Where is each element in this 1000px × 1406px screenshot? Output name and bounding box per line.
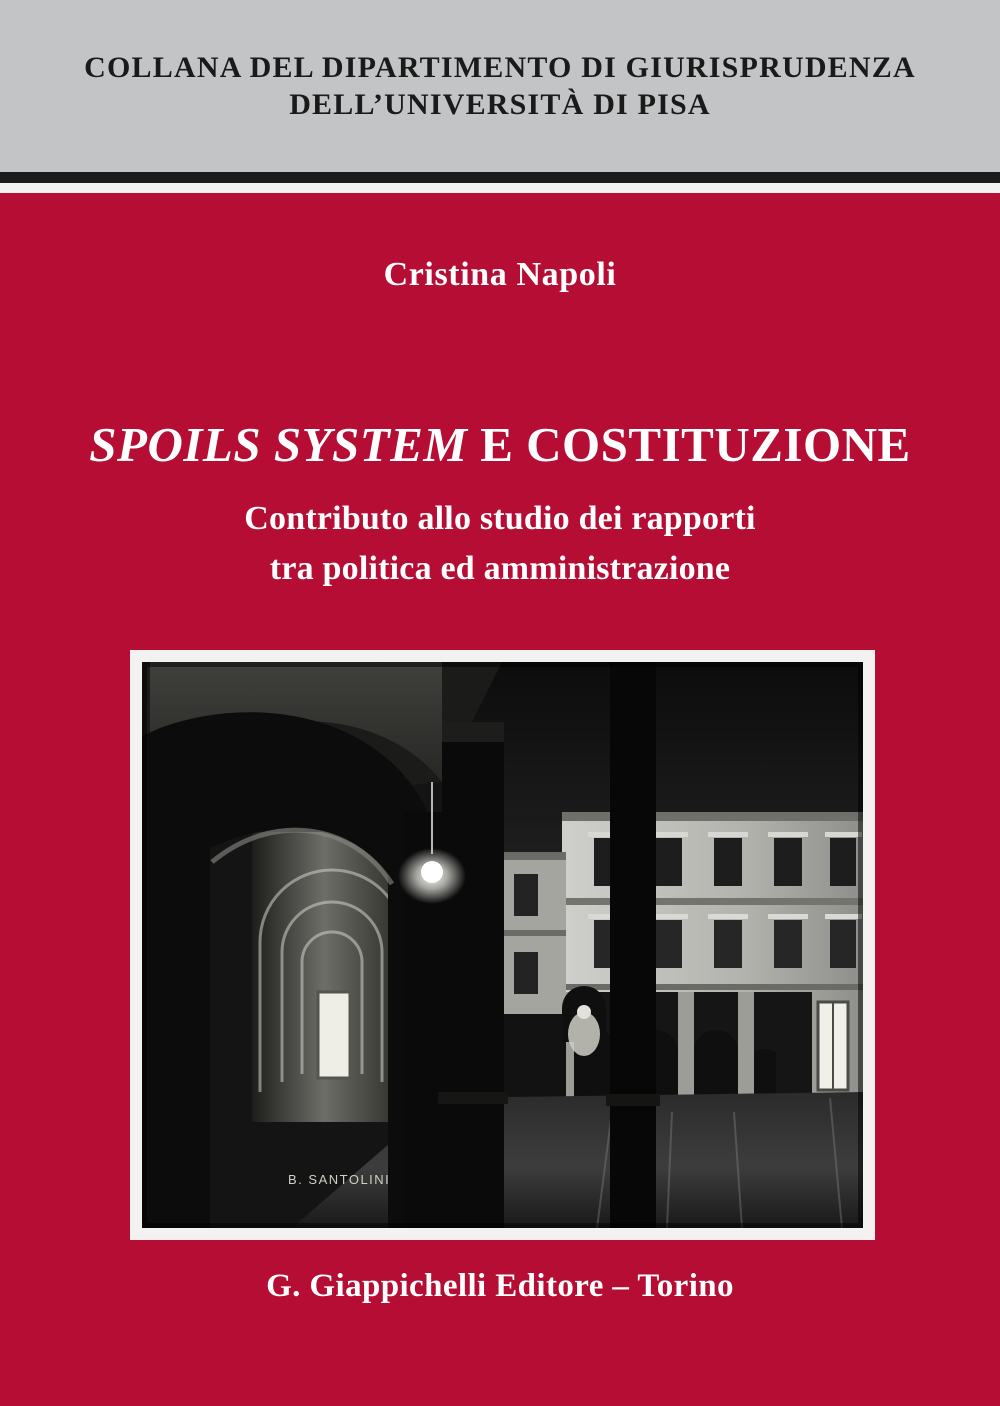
- subtitle: [0, 494, 1000, 595]
- title-block: [0, 418, 1000, 595]
- series-band: [0, 0, 1000, 172]
- cover-illustration: [142, 662, 863, 1228]
- subtitle-line-1: Contributo allo studio dei rapporti: [244, 499, 756, 537]
- publisher-name: G. Giappichelli Editore – Torino: [266, 1268, 734, 1304]
- divider-dark: [0, 172, 1000, 183]
- subtitle-line-2: tra politica ed amministrazione: [269, 550, 731, 588]
- cloister-engraving-icon: [142, 662, 863, 1228]
- main-title: [0, 418, 1000, 472]
- main-title-roman: E COSTITUZIONE: [467, 417, 911, 472]
- main-title-italic: SPOILS SYSTEM: [89, 417, 468, 472]
- author-name: Cristina Napoli: [383, 256, 617, 293]
- illustration-frame: [130, 650, 875, 1240]
- series-line-2: DELL’UNIVERSITÀ DI PISA: [289, 88, 711, 121]
- illustration-caption: B. SANTOLINI: [288, 1172, 391, 1187]
- divider-white: [0, 183, 1000, 193]
- divider-red: [0, 193, 1000, 197]
- series-line-1: COLLANA DEL DIPARTIMENTO DI GIURISPRUDENZA: [84, 50, 916, 84]
